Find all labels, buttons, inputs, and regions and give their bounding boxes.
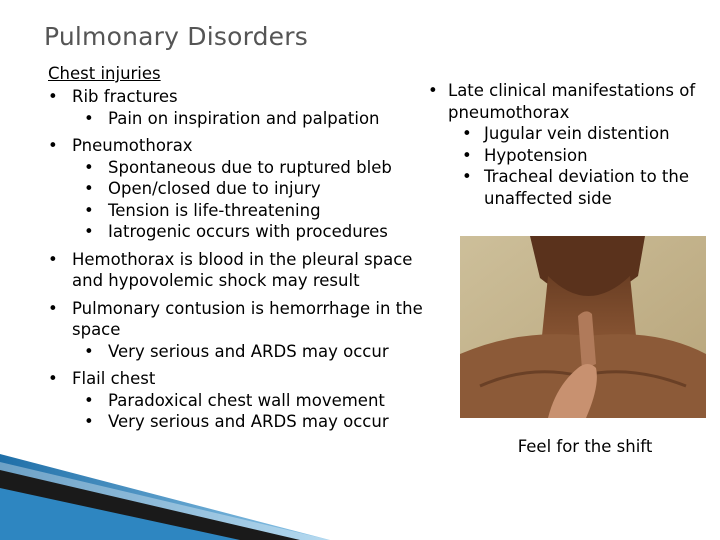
sub-bullet-item: • Tracheal deviation to the unaffected side [448, 166, 708, 209]
sub-bullet-item: • Very serious and ARDS may occur [72, 341, 448, 363]
bullet-item [48, 298, 448, 363]
sub-bullet-item: • Open/closed due to injury [72, 178, 448, 200]
bullet-item [48, 135, 448, 243]
bullet-item [48, 249, 448, 292]
neck-palpation-photo [460, 236, 706, 418]
bullet-text: Pneumothorax [72, 136, 193, 155]
right-column [428, 80, 708, 215]
slide-title: Pulmonary Disorders [44, 22, 308, 51]
sub-bullet-item: • Very serious and ARDS may occur [72, 411, 448, 433]
section-heading: Chest injuries [48, 64, 161, 83]
sub-bullet-item: • Tension is life-threatening [72, 200, 448, 222]
bullet-list [48, 86, 448, 433]
bullet-text: Flail chest [72, 369, 156, 388]
bullet-text: Late clinical manifestations of pneumothorax [448, 81, 696, 122]
sub-bullet-item: • Hypotension [448, 145, 708, 167]
decorative-swoosh [0, 440, 330, 540]
bullet-item [428, 80, 708, 209]
bullet-item [48, 368, 448, 433]
sub-bullet-item: • Paradoxical chest wall movement [72, 390, 448, 412]
bullet-item [48, 86, 448, 129]
sub-bullet-item: • Spontaneous due to ruptured bleb [72, 157, 448, 179]
bullet-text: Hemothorax is blood in the pleural space and hypovolemic shock may result [72, 249, 413, 290]
photo-caption: Feel for the shift [517, 437, 653, 456]
bullet-text: Rib fractures [72, 87, 178, 106]
sub-bullet-item: • Iatrogenic occurs with procedures [72, 221, 448, 243]
sub-bullet-item: • Jugular vein distention [448, 123, 708, 145]
left-column [48, 64, 448, 439]
bullet-text: Pulmonary contusion is hemorrhage in the space [72, 298, 423, 339]
sub-bullet-item: • Pain on inspiration and palpation [72, 108, 448, 130]
